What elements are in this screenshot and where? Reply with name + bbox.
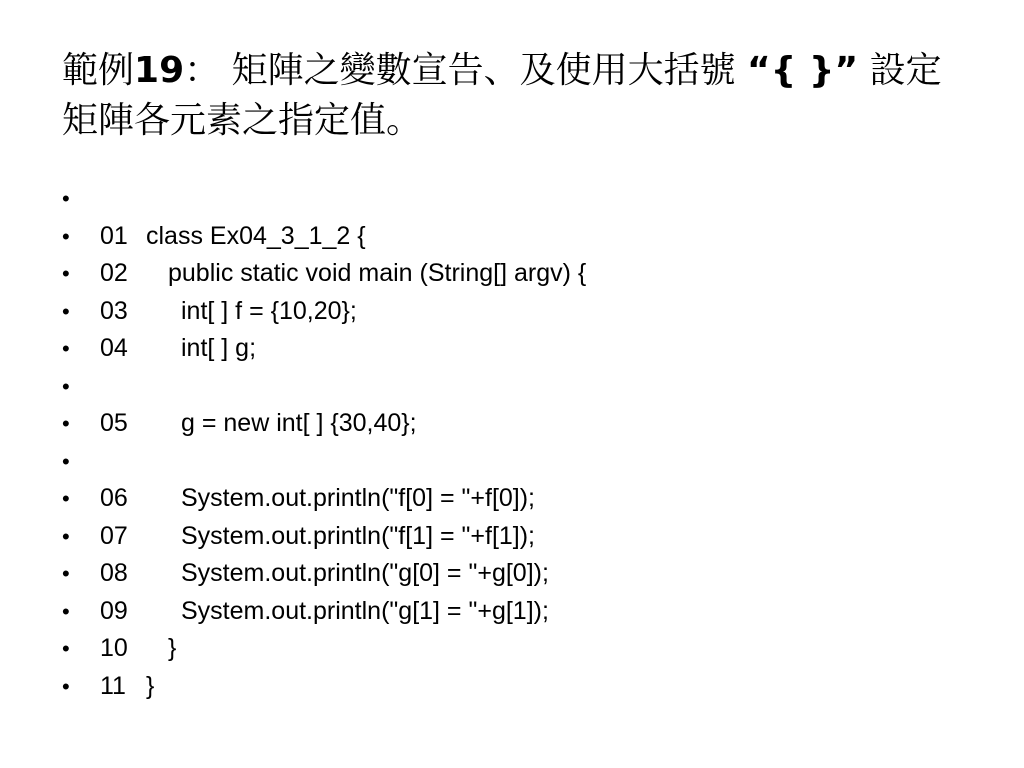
line-number: 02 (100, 259, 128, 287)
code-line (62, 480, 962, 518)
line-number: 07 (100, 521, 128, 550)
title-mid: ： 矩陣之變數宣告、及使用大括號 (184, 50, 748, 91)
bullet-icon: • (62, 223, 70, 249)
line-number: 01 (100, 221, 128, 250)
line-number: 04 (100, 334, 128, 362)
bullet-icon: • (62, 523, 70, 549)
bullet-icon: • (62, 336, 70, 361)
slide-title (62, 46, 962, 146)
code-line (62, 555, 962, 593)
bullet-icon: • (62, 448, 70, 474)
title-number: 19 (134, 50, 185, 91)
bullet-icon: • (62, 298, 70, 324)
bullet-icon: • (62, 673, 70, 699)
code-text: class Ex04_3_1_2 { (146, 221, 366, 250)
code-text: } (168, 634, 177, 662)
title-suffix: 設定矩陣各元素之指定值。 (62, 50, 942, 141)
code-line (62, 255, 962, 293)
code-text: int[ ] g; (181, 334, 257, 362)
bullet-icon: • (62, 186, 70, 211)
bullet-icon: • (62, 598, 70, 624)
line-number: 10 (100, 634, 128, 662)
code-text: public static void main (String[] argv) { (168, 259, 587, 287)
code-text: } (146, 671, 155, 700)
line-number: 09 (100, 596, 128, 625)
code-line (62, 180, 962, 218)
title-prefix: 範例 (62, 50, 135, 91)
bullet-icon: • (62, 486, 70, 511)
bullet-icon: • (62, 261, 70, 286)
code-text: System.out.println("g[0] = "+g[0]); (181, 559, 549, 587)
title-braces: “{ }” (747, 50, 859, 91)
code-text: System.out.println("g[1] = "+g[1]); (181, 596, 549, 625)
line-number: 11 (100, 671, 126, 700)
code-text: g = new int[ ] {30,40}; (181, 409, 417, 437)
code-text: System.out.println("f[1] = "+f[1]); (181, 521, 536, 550)
line-number: 08 (100, 559, 128, 587)
code-line (62, 518, 962, 556)
code-line (62, 630, 962, 668)
code-text: int[ ] f = {10,20}; (181, 296, 357, 325)
code-line (62, 368, 962, 406)
code-line (62, 593, 962, 631)
code-line (62, 293, 962, 331)
code-line (62, 218, 962, 256)
bullet-icon: • (62, 636, 70, 661)
code-line (62, 668, 962, 706)
bullet-icon: • (62, 373, 70, 399)
code-line (62, 405, 962, 443)
code-text: System.out.println("f[0] = "+f[0]); (181, 484, 536, 512)
code-line (62, 330, 962, 368)
code-listing (62, 180, 962, 705)
line-number: 06 (100, 484, 128, 512)
line-number: 05 (100, 409, 128, 437)
bullet-icon: • (62, 411, 70, 436)
code-line (62, 443, 962, 481)
bullet-icon: • (62, 561, 70, 586)
line-number: 03 (100, 296, 128, 325)
